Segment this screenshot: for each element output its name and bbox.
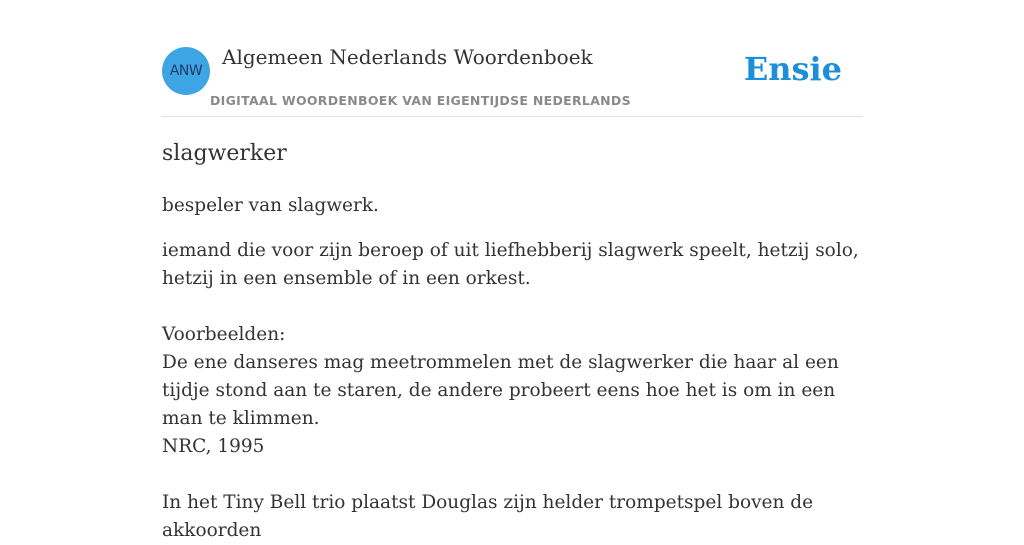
example-text: De ene danseres mag meetrommelen met de slagwerker die haar al een tijdje stond aan te staren, de andere probeert eens hoe het is om in een man te klimmen. <box>162 352 839 429</box>
anw-logo[interactable]: ANW <box>162 47 210 95</box>
short-definition: bespeler van slagwerk. <box>162 195 379 216</box>
entry-headword: slagwerker <box>162 141 287 166</box>
examples-label: Voorbeelden: <box>162 324 286 345</box>
long-definition-block <box>162 237 862 545</box>
example-source: NRC, 1995 <box>162 436 265 457</box>
ensie-brand-link[interactable]: Ensie <box>743 50 842 88</box>
site-header <box>162 0 862 117</box>
entry-content <box>162 138 862 545</box>
site-title[interactable]: Algemeen Nederlands Woordenboek <box>222 45 593 69</box>
definition-text: iemand die voor zijn beroep of uit liefhebberij slagwerk speelt, hetzij solo, hetzij in een ensemble of in een orkest. <box>162 240 859 289</box>
site-subtitle: DIGITAAL WOORDENBOEK VAN EIGENTIJDSE NEDERLANDS <box>210 93 631 108</box>
example-text: In het Tiny Bell trio plaatst Douglas zijn helder trompetspel boven de akkoorden <box>162 492 814 541</box>
